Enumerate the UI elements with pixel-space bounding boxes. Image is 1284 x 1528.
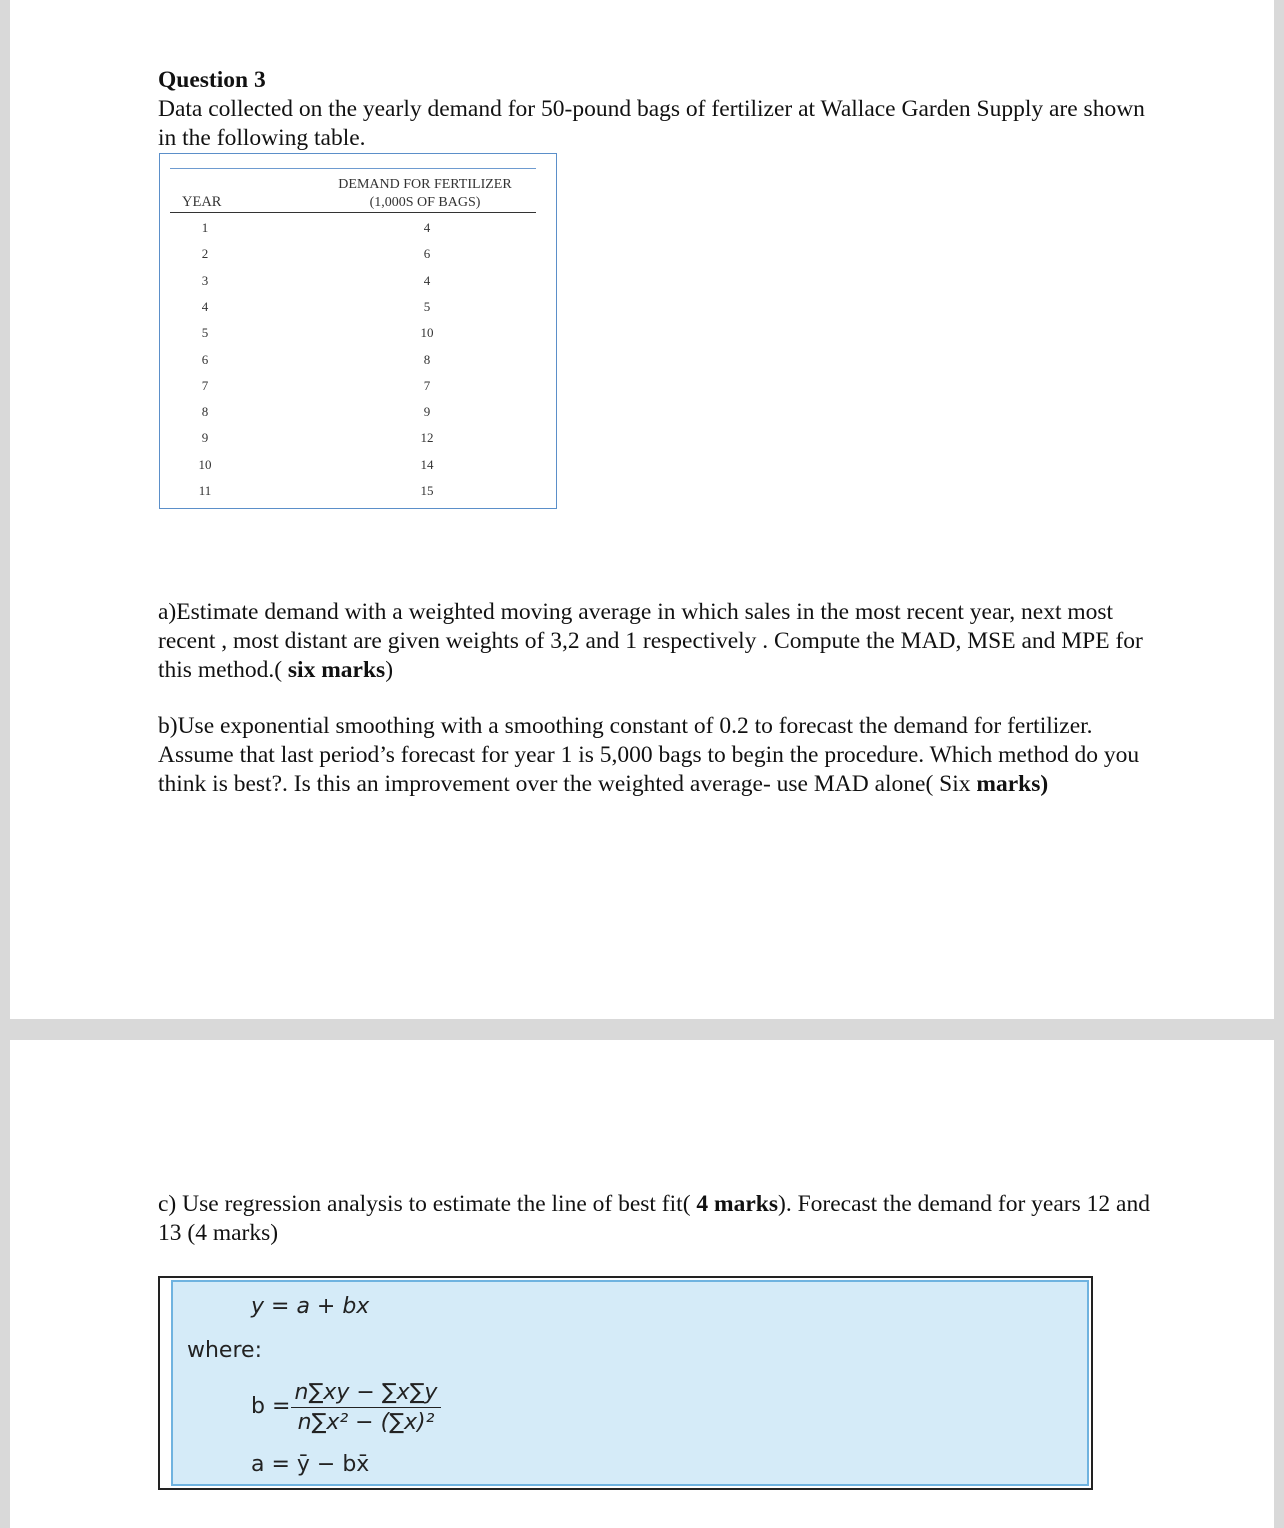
formula-b-label: b = xyxy=(251,1394,291,1419)
part-a-body: a)Estimate demand with a weighted moving average in which sales in the most recent year, next most recent , most distant are given weights of 3,2 and 1 respectively . Compute the MAD, MSE and MPE for this method.( xyxy=(158,599,1143,683)
demand-cell: 4 xyxy=(423,272,431,288)
demand-cell: 12 xyxy=(420,430,434,446)
demand-cell: 9 xyxy=(423,404,431,420)
formula-where: where: xyxy=(187,1338,262,1363)
table-row xyxy=(160,457,556,483)
col-header-demand-line2: (1,000S OF BAGS) xyxy=(369,195,481,210)
header-rule xyxy=(170,212,536,213)
demand-cell: 8 xyxy=(423,351,431,367)
year-cell: 9 xyxy=(201,430,209,446)
year-cell: 1 xyxy=(201,220,209,235)
year-cell: 10 xyxy=(198,456,212,472)
page-1 xyxy=(10,0,1274,1019)
formula-a-line: a = ȳ − bx̄ xyxy=(251,1452,370,1477)
page-2 xyxy=(10,1040,1274,1528)
regression-formula-box xyxy=(158,1276,1093,1490)
part-c-marks: 4 marks xyxy=(696,1191,778,1217)
col-header-demand xyxy=(310,176,540,212)
table-row xyxy=(160,273,556,299)
table-row xyxy=(160,430,556,456)
fertilizer-demand-table xyxy=(159,153,557,509)
table-row xyxy=(160,378,556,404)
formula-b-numerator: n∑xy − ∑x∑y xyxy=(291,1380,441,1408)
demand-cell: 4 xyxy=(423,220,431,235)
table-row xyxy=(160,299,556,325)
table-row xyxy=(160,483,556,509)
demand-cell: 15 xyxy=(420,483,434,498)
question-intro: Data collected on the yearly demand for 50-pound bags of fertilizer at Wallace Garden Supply are shown in the following table. xyxy=(158,96,1145,151)
demand-cell: 6 xyxy=(423,246,431,262)
col-header-year: YEAR xyxy=(182,194,222,210)
table-row xyxy=(160,404,556,430)
part-b-text xyxy=(158,712,1158,799)
table-row xyxy=(160,352,556,378)
part-a-text xyxy=(158,598,1158,685)
part-b-marks: marks xyxy=(976,771,1041,797)
year-cell: 5 xyxy=(201,325,209,341)
demand-cell: 14 xyxy=(420,456,434,472)
demand-cell: 10 xyxy=(420,325,434,341)
col-header-demand-line1: DEMAND FOR FERTILIZER xyxy=(338,177,512,192)
year-cell: 4 xyxy=(201,298,209,314)
formula-b-denominator: n∑x² − (∑x)² xyxy=(297,1410,435,1435)
year-cell: 6 xyxy=(201,351,209,367)
year-cell: 8 xyxy=(201,404,209,420)
formula-line-equation: y = a + bx xyxy=(251,1294,370,1319)
part-a-marks: six marks xyxy=(287,657,386,683)
demand-cell: 7 xyxy=(423,377,431,393)
formula-panel xyxy=(171,1280,1089,1486)
part-b-end: ) xyxy=(1040,771,1049,797)
year-cell: 7 xyxy=(201,377,209,393)
formula-b-fraction xyxy=(291,1380,441,1435)
part-c-body: c) Use regression analysis to estimate the line of best fit( xyxy=(158,1191,697,1217)
table-row xyxy=(160,325,556,351)
question-title: Question 3 xyxy=(158,67,266,93)
part-c-text xyxy=(158,1190,1158,1248)
table-top-rule xyxy=(170,168,536,169)
table-row xyxy=(160,220,556,246)
year-cell: 2 xyxy=(201,246,209,262)
demand-cell: 5 xyxy=(423,298,431,314)
table-row xyxy=(160,246,556,272)
year-cell: 3 xyxy=(201,272,209,288)
part-a-end: ) xyxy=(385,657,394,683)
part-c-end: ). Forecast the demand for years 12 and 13 (4 marks) xyxy=(158,1191,1150,1246)
part-b-body: b)Use exponential smoothing with a smoothing constant of 0.2 to forecast the demand for fertilizer. Assume that last period’s forecast for year 1 is 5,000 bags to begin the procedure. Which method do you think is best?. Is this an improvement over the weighted average- use MAD alone( Six xyxy=(158,713,1140,797)
year-cell: 11 xyxy=(198,483,212,498)
